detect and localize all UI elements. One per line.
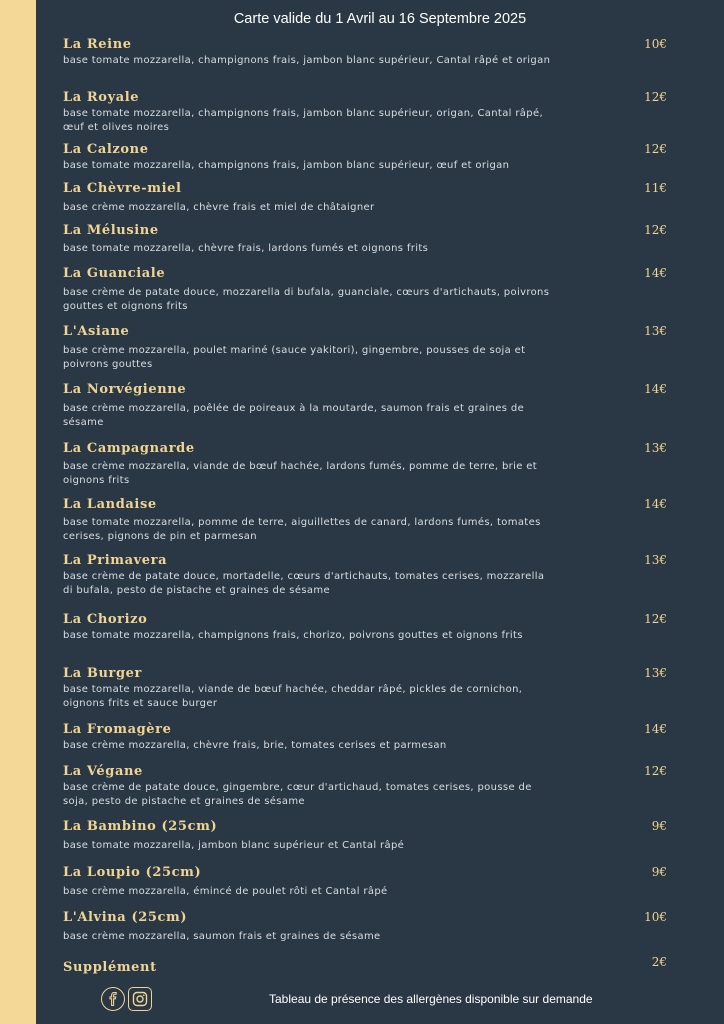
item-price: 12€ [644, 223, 667, 237]
item-price: 13€ [644, 666, 667, 680]
menu-item [63, 722, 673, 753]
item-name: La Norvégienne [63, 382, 187, 397]
item-price: 11€ [644, 181, 667, 195]
item-name: La Chèvre-miel [63, 181, 182, 196]
item-description: base crème mozzarella, chèvre frais, brie, tomates cerises et parmesan [63, 740, 447, 751]
item-price: 10€ [644, 37, 667, 51]
item-description: base tomate mozzarella, viande de bœuf hachée, cheddar râpé, pickles de cornichon, oignons frits et sauce burger [63, 684, 523, 709]
item-description: base crème mozzarella, viande de bœuf hachée, lardons fumés, pomme de terre, brie et oignons frits [63, 461, 538, 486]
item-name: La Fromagère [63, 722, 172, 737]
instagram-icon[interactable] [128, 987, 152, 1011]
menu-item [63, 612, 673, 643]
item-name: La Landaise [63, 497, 157, 512]
item-name: L'Asiane [63, 324, 130, 339]
item-name: La Burger [63, 666, 142, 681]
item-description: base crème de patate douce, mortadelle, cœurs d'artichauts, tomates cerises, mozzarella di bufala, pesto de pistache et graines de sésame [63, 571, 545, 596]
item-description: base tomate mozzarella, champignons frais, jambon blanc supérieur, Cantal râpé et origan [63, 55, 551, 66]
item-price: 13€ [644, 324, 667, 338]
item-description: base tomate mozzarella, chèvre frais, lardons fumés et oignons frits [63, 243, 429, 254]
item-description: base crème mozzarella, poulet mariné (sauce yakitori), gingembre, pousses de soja et poivrons gouttes [63, 345, 526, 370]
menu-item [63, 223, 673, 256]
menu-item-supplement [63, 955, 673, 976]
item-name: La Mélusine [63, 223, 159, 238]
item-name: La Bambino (25cm) [63, 819, 218, 834]
menu-item [63, 497, 673, 543]
menu-item [63, 142, 673, 173]
item-description: base crème mozzarella, poêlée de poireaux à la moutarde, saumon frais et graines de sésame [63, 403, 525, 428]
item-price: 12€ [644, 90, 667, 104]
menu-item [63, 441, 673, 487]
item-description: base crème mozzarella, chèvre frais et miel de châtaigner [63, 202, 375, 213]
menu-item [63, 865, 673, 899]
item-price: 9€ [651, 819, 667, 833]
facebook-icon[interactable] [101, 987, 125, 1011]
menu-item [63, 90, 673, 134]
menu-item [63, 666, 673, 710]
item-name: La Loupio (25cm) [63, 865, 202, 880]
item-price: 9€ [651, 865, 667, 879]
item-description: base crème mozzarella, émincé de poulet rôti et Cantal râpé [63, 886, 388, 897]
item-price: 14€ [644, 266, 667, 280]
item-price: 10€ [644, 910, 667, 924]
menu-item [63, 266, 673, 313]
item-price: 14€ [644, 382, 667, 396]
menu-item [63, 910, 673, 944]
item-name: La Campagnarde [63, 441, 195, 456]
item-price: 13€ [644, 441, 667, 455]
item-name: L'Alvina (25cm) [63, 910, 188, 925]
item-description: base crème de patate douce, mozzarella di bufala, guanciale, cœurs d'artichauts, poivrons gouttes et oignons frits [63, 287, 550, 312]
item-description: base crème de patate douce, gingembre, cœur d'artichaud, tomates cerises, pousse de soja, pesto de pistache et graines de sésame [63, 782, 532, 807]
item-name: La Primavera [63, 553, 168, 568]
item-name: La Reine [63, 37, 132, 52]
menu-item [63, 819, 673, 853]
menu-item [63, 324, 673, 371]
item-description: base tomate mozzarella, champignons frais, jambon blanc supérieur, origan, Cantal râpé, œuf et olives noires [63, 108, 544, 133]
item-price: 12€ [644, 764, 667, 778]
item-description: base tomate mozzarella, pomme de terre, aiguillettes de canard, lardons fumés, tomates cerises, pignons de pin et parmesan [63, 517, 541, 542]
item-name: Supplément [63, 960, 157, 975]
item-name: La Guanciale [63, 266, 166, 281]
item-description: base crème mozzarella, saumon frais et graines de sésame [63, 931, 381, 942]
menu-item [63, 764, 673, 808]
item-price: 12€ [644, 612, 667, 626]
allergen-notice: Tableau de présence des allergènes disponible sur demande [269, 992, 593, 1006]
item-description: base tomate mozzarella, jambon blanc supérieur et Cantal râpé [63, 840, 405, 851]
item-description: base tomate mozzarella, champignons frais, jambon blanc supérieur, œuf et origan [63, 160, 510, 171]
item-name: La Végane [63, 764, 143, 779]
item-price: 2€ [651, 955, 667, 969]
item-name: La Royale [63, 90, 140, 105]
menu-validity-title: Carte valide du 1 Avril au 16 Septembre 2025 [233, 11, 527, 27]
item-price: 14€ [644, 497, 667, 511]
menu-item [63, 181, 673, 215]
item-price: 12€ [644, 142, 667, 156]
menu-item [63, 37, 673, 68]
item-price: 13€ [644, 553, 667, 567]
menu-item [63, 382, 673, 429]
item-name: La Chorizo [63, 612, 148, 627]
item-description: base tomate mozzarella, champignons frais, chorizo, poivrons gouttes et oignons frits [63, 630, 523, 641]
social-links [101, 987, 152, 1011]
decorative-side-band [0, 0, 36, 1024]
menu-item [63, 553, 673, 597]
item-price: 14€ [644, 722, 667, 736]
item-name: La Calzone [63, 142, 149, 157]
